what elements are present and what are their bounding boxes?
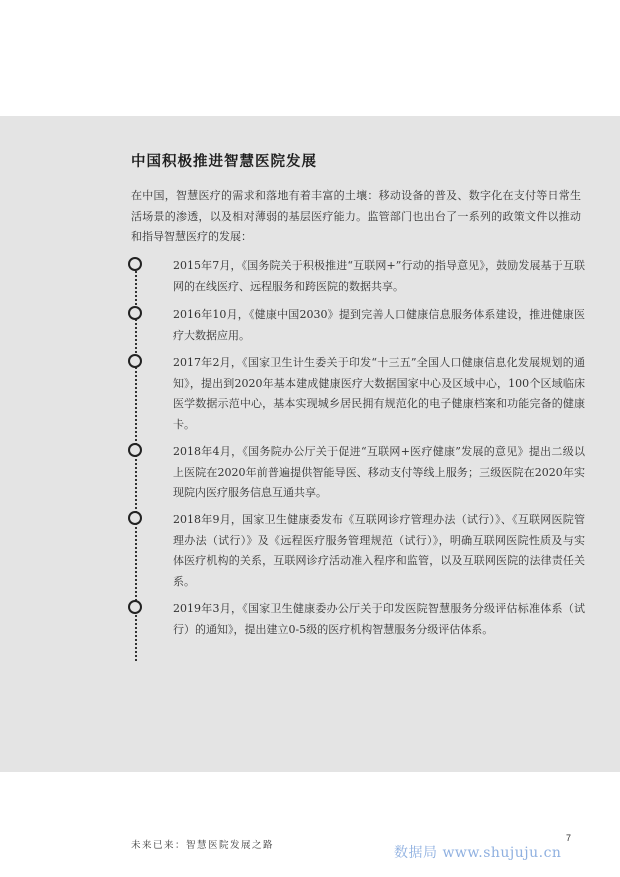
timeline-circle-icon [128,511,142,525]
timeline-item-text: 2018年9月，国家卫生健康委发布《互联网诊疗管理办法（试行）》、《互联网医院管理办法（试行）》及《远程医疗服务管理规范（试行）》，明确互联网医院性质及与实体医疗机构的关系，互联网诊疗活动准入程序和监管，以及互联网医院的法律责任关系。 [173,513,585,588]
timeline-circle-icon [128,354,142,368]
page-number: 7 [566,833,572,843]
timeline-circle-icon [128,306,142,320]
timeline-item-text: 2019年3月，《国家卫生健康委办公厅关于印发医院智慧服务分级评估标准体系（试行）的通知》，提出建立0-5级的医疗机构智慧服务分级评估体系。 [173,602,585,636]
timeline-item-text: 2016年10月，《健康中国2030》提到完善人口健康信息服务体系建设，推进健康医疗大数据应用。 [173,308,585,342]
site-watermark: 数据局 www.shujuju.cn [394,845,562,861]
section-title: 中国积极推进智慧医院发展 [131,153,317,170]
timeline-item-text: 2015年7月，《国务院关于积极推进“互联网+”行动的指导意见》，鼓励发展基于互联网的在线医疗、远程服务和跨医院的数据共享。 [173,259,585,293]
timeline-circle-icon [128,257,142,271]
footer-document-title: 未来已来：智慧医院发展之路 [131,840,275,851]
timeline-circle-icon [128,600,142,614]
timeline-item-text: 2017年2月，《国家卫生计生委关于印发“十三五”全国人口健康信息化发展规划的通知》，提出到2020年基本建成健康医疗大数据国家中心及区域中心，100个区域临床医学数据示范中心，基本实现城乡居民拥有规范化的电子健康档案和功能完备的健康卡。 [173,356,585,431]
timeline-item-text: 2018年4月，《国务院办公厅关于促进“互联网+医疗健康”发展的意见》提出二级以上医院在2020年前普遍提供智能导医、移动支付等线上服务；三级医院在2020年实现院内医疗服务信息互通共享。 [173,445,585,499]
intro-paragraph: 在中国，智慧医疗的需求和落地有着丰富的土壤：移动设备的普及、数字化在支付等日常生活场景的渗透，以及相对薄弱的基层医疗能力。监管部门也出台了一系列的政策文件以推动和指导智慧医疗的发展： [131,189,581,243]
timeline-circle-icon [128,443,142,457]
